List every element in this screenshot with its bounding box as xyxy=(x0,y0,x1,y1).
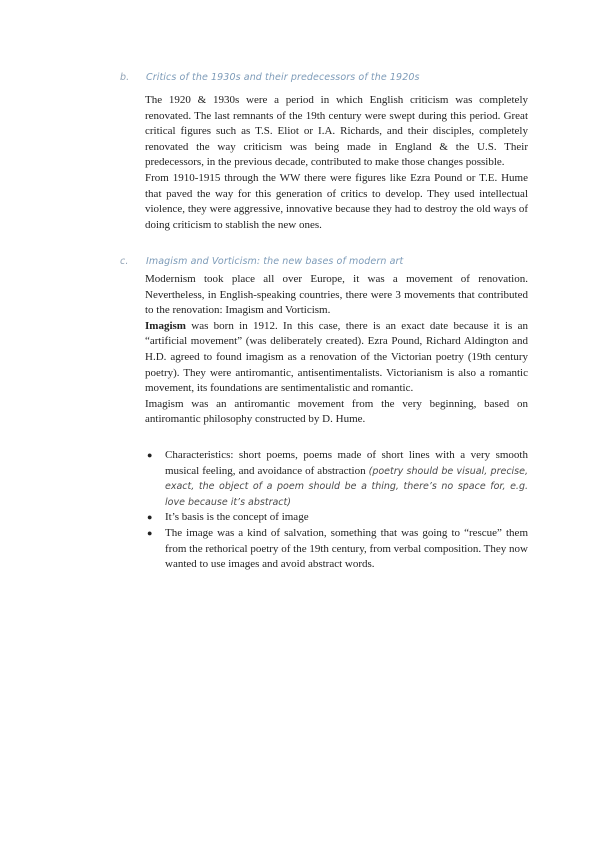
bullet-text: It’s basis is the concept of image xyxy=(165,511,309,524)
section-c-title: Imagism and Vorticism: the new bases of modern art xyxy=(146,256,404,267)
bullet-item-salvation xyxy=(145,526,528,573)
section-b-body xyxy=(145,93,528,233)
section-b-paragraph-1: The 1920 & 1930s were a period in which English criticism was completely renovated. The last remnants of the 19th century were swept during this period. Great critical figures such as T.S. Eliot or I.A. Richards, and their disciples, completely renovated the way criticism was being made in England & the U.S. Their predecessors, in the previous decade, contributed to make those changes possible. xyxy=(145,94,528,169)
bullet-dot-icon: ● xyxy=(147,527,153,538)
bullet-note: (poetry should be visual, precise, exact, the object of a poem should be a thing, there’s no space for, e.g. love because it’s abstract) xyxy=(165,465,528,508)
imagism-term: Imagism xyxy=(145,319,186,332)
imagism-bullet-list xyxy=(145,448,528,573)
section-b-heading xyxy=(120,72,540,83)
section-c-paragraph-1: Modernism took place all over Europe, it was a movement of renovation. Nevertheless, in English-speaking countries, there were 3 movements that contributed to the renovation: Imagism and Vorticism. xyxy=(145,273,528,317)
bullet-item-concept-of-image xyxy=(145,510,528,526)
section-b-title: Critics of the 1930s and their predecessors of the 1920s xyxy=(146,72,420,83)
section-b-paragraph-2: From 1910-1915 through the WW there were figures like Ezra Pound or T.E. Hume that paved the way for this generation of critics to develop. They used intellectual violence, they were aggressive, innovative because they had to destroy the old ways of doing criticism to stablish the new ones. xyxy=(145,171,528,231)
section-c-body xyxy=(145,272,528,428)
section-c-paragraph-3: Imagism was an antiromantic movement from the very beginning, based on antiromantic philosophy constructed by D. Hume. xyxy=(145,397,528,426)
section-b-marker: b. xyxy=(120,72,130,83)
section-c-heading xyxy=(120,256,540,267)
section-c-paragraph-2 xyxy=(145,319,528,397)
bullet-item-characteristics xyxy=(145,448,528,510)
bullet-text: Characteristics: short poems, poems made of short lines with a very smooth musical feeling, and avoidance of abstraction xyxy=(165,449,528,477)
bullet-dot-icon: ● xyxy=(147,512,153,523)
section-c-paragraph-2-text: was born in 1912. In this case, there is an exact date because it is an “artificial movement” (was deliberately created). Ezra Pound, Richard Aldington and H.D. agreed to found imagism as a renovation of the Victorian poetry (19th century poetry). They were antiromantic, antisentimentalists. Victorianism is also a romantic movement, its foundations are sentimentalistic and romantic. xyxy=(145,319,528,395)
bullet-dot-icon: ● xyxy=(147,450,153,460)
bullet-text: The image was a kind of salvation, something that was going to “rescue” them from the rethorical poetry of the 19th century, from verbal composition. They now wanted to use images and avoid abstract words. xyxy=(165,526,528,571)
section-c-marker: c. xyxy=(120,256,129,267)
